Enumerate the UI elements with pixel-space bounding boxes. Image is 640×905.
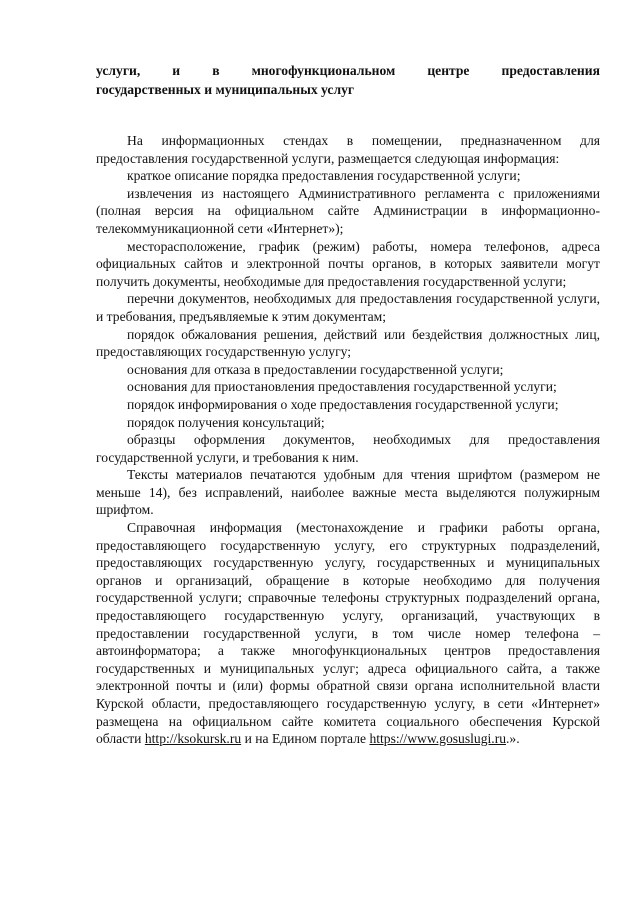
section-heading-line-1 <box>96 61 600 80</box>
heading-word: предоставления <box>501 63 600 78</box>
heading-word: многофункциональном <box>251 63 396 78</box>
list-item: основания для приостановления предоставления государственной услуги; <box>127 379 557 395</box>
heading-word: центре <box>427 63 470 78</box>
list-item: порядок обжалования решения, действий или бездействия должностных лиц, предоставляющих государственную услугу; <box>96 326 600 360</box>
paragraph-reference-info <box>96 519 600 748</box>
list-item: порядок получения консультаций; <box>127 414 325 430</box>
heading-word: в <box>212 63 220 78</box>
reference-text-end: .». <box>506 731 520 747</box>
list-item: порядок информирования о ходе предоставления государственной услуги; <box>127 396 559 412</box>
heading-word: и <box>172 63 181 78</box>
section-heading-line-2: государственных и муниципальных услуг <box>96 82 355 97</box>
reference-text: Справочная информация (местонахождение и графики работы органа, предоставляющего государственную услугу, его структурных подразделений, предоставляющих государственную услугу, государственных и муниципальных органов и организаций, обращение в которые необходимо для получения государственной услуги; справочные телефоны структурных подразделений органа, предоставляющего государственную услугу, организаций, участвующих в предоставлении государственной услуги, в том числе номер телефона – автоинформатора; а также многофункциональных центров предоставления государственных и муниципальных услуг; адреса официального сайта, а также электронной почты и (или) формы обратной связи органа исполнительной власти Курской области, предоставляющего государственную услугу, в сети «Интернет» размещена на официальном сайте комитета социального обеспечения Курской области <box>96 520 600 747</box>
link-ksokursk[interactable]: http://ksokursk.ru <box>144 731 242 747</box>
list-item: краткое описание порядка предоставления государственной услуги; <box>127 168 521 184</box>
paragraph-intro: На информационных стендах в помещении, предназначенном для предоставления государственной услуги, размещается следующая информация: <box>96 133 600 166</box>
heading-word: услуги, <box>96 63 141 78</box>
document-body <box>96 132 600 748</box>
paragraph-font-note: Тексты материалов печатаются удобным для чтения шрифтом (размером не меньше 14), без исправлений, наиболее важные места выделяются полужирным шрифтом. <box>96 467 600 518</box>
reference-text-between: и на Едином портале <box>244 731 367 747</box>
link-gosuslugi[interactable]: https://www.gosuslugi.ru <box>369 731 507 747</box>
list-item: месторасположение, график (режим) работы, номера телефонов, адреса официальных сайтов и электронной почты органов, в которых заявители могут получить документы, необходимые для предоставления государственной услуги; <box>96 238 600 289</box>
list-item: извлечения из настоящего Административного регламента с приложениями (полная версия на официальном сайте Администрации в информационно-телекоммуникационной сети «Интернет»); <box>96 185 600 236</box>
list-item: перечни документов, необходимых для предоставления государственной услуги, и требования, предъявляемые к этим документам; <box>96 291 600 324</box>
list-item: основания для отказа в предоставлении государственной услуги; <box>127 361 504 377</box>
list-item: образцы оформления документов, необходимых для предоставления государственной услуги, и требования к ним. <box>96 432 600 465</box>
